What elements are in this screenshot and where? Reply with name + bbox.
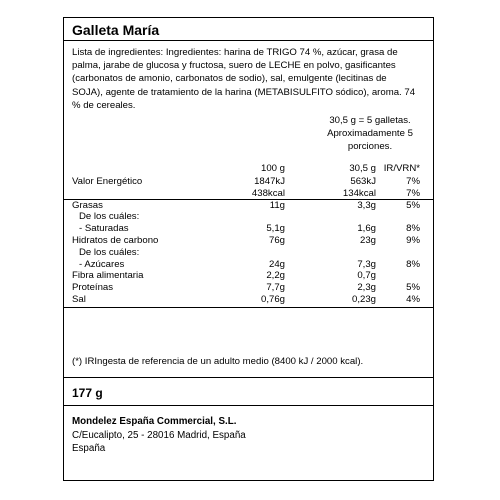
title-divider xyxy=(64,40,433,41)
header-per-100g: 100 g xyxy=(260,163,285,174)
nutrition-column-headers xyxy=(64,163,433,175)
net-weight: 177 g xyxy=(72,386,103,400)
value-per-portion: 0,23g xyxy=(351,294,376,305)
nutrient-name: De los cuáles: xyxy=(79,211,140,223)
weight-divider xyxy=(64,405,433,406)
value-per-100g: 1847kJ xyxy=(254,176,285,187)
nutrient-name: Valor Energético xyxy=(72,176,143,187)
product-title: Galleta María xyxy=(72,22,160,38)
reference-footnote: (*) IRIngesta de referencia de un adulto medio (8400 kJ / 2000 kcal). xyxy=(72,356,364,367)
ingredients-text: Lista de ingredientes: Ingredientes: harina de TRIGO 74 %, azúcar, grasa de palma, jarabe de glucosa y fructosa, suero de LECHE en polvo, gasificantes (carbonatos de amonio, carbonatos de sodio), sal, emulgente (lecitinas de SOJA), agente de tratamiento de la harina (METABISULFITO sódico), aroma. 74 % de cereales. xyxy=(72,47,416,111)
value-per-portion: 134kcal xyxy=(342,187,376,199)
value-per-portion: 23g xyxy=(359,235,376,246)
nutrition-row xyxy=(64,247,433,259)
footnote-divider xyxy=(64,377,433,378)
nutrition-row xyxy=(64,282,433,294)
nutrition-row xyxy=(64,211,433,223)
value-per-portion: 0,7g xyxy=(357,270,376,282)
nutrition-row xyxy=(64,259,433,271)
value-ir-vrn: 8% xyxy=(406,258,420,270)
nutrient-name: Hidratos de carbono xyxy=(72,235,159,246)
nutrition-label xyxy=(63,17,434,481)
value-per-portion: 3,3g xyxy=(357,199,376,211)
value-ir-vrn: 9% xyxy=(406,235,420,246)
manufacturer-address: C/Eucalipto, 25 - 28016 Madrid, España xyxy=(72,429,246,441)
value-per-portion: 563kJ xyxy=(350,176,376,187)
value-ir-vrn: 7% xyxy=(406,176,420,187)
manufacturer-country: España xyxy=(72,443,106,454)
nutrition-row xyxy=(64,200,433,212)
value-per-100g: 24g xyxy=(268,258,285,270)
value-ir-vrn: 8% xyxy=(406,223,420,235)
nutrient-name: De los cuáles: xyxy=(79,246,140,258)
nutrient-name: Fibra alimentaria xyxy=(72,270,144,282)
nutrient-name: Proteínas xyxy=(72,282,114,294)
nutrient-name: Sal xyxy=(72,294,86,305)
portion-info: 30,5 g = 5 galletas. Aproximadamente 5 porciones. xyxy=(327,115,413,152)
header-per-portion: 30,5 g xyxy=(349,163,376,174)
nutrition-row xyxy=(64,223,433,235)
value-per-portion: 2,3g xyxy=(357,282,376,294)
nutrition-row xyxy=(64,235,433,247)
nutrition-row xyxy=(64,270,433,282)
nutrient-name: - Azúcares xyxy=(79,258,125,270)
value-ir-vrn: 5% xyxy=(406,282,420,294)
value-per-100g: 76g xyxy=(268,235,285,246)
value-ir-vrn: 7% xyxy=(406,187,420,199)
nutrition-row xyxy=(64,176,433,188)
header-ir-vrn: IR/VRN* xyxy=(383,163,420,174)
value-per-portion: 7,3g xyxy=(357,258,376,270)
value-per-portion: 1,6g xyxy=(357,223,376,235)
table-bottom-divider xyxy=(64,307,433,308)
value-ir-vrn: 5% xyxy=(406,199,420,211)
value-per-100g: 7,7g xyxy=(266,282,285,294)
manufacturer-name: Mondelez España Commercial, S.L. xyxy=(72,416,237,427)
value-per-100g: 0,76g xyxy=(260,294,285,305)
value-per-100g: 5,1g xyxy=(266,223,285,235)
nutrient-name: Grasas xyxy=(72,199,103,211)
value-per-100g: 438kcal xyxy=(251,187,285,199)
row-divider xyxy=(64,199,433,200)
manufacturer-block xyxy=(72,415,246,456)
nutrient-name: - Saturadas xyxy=(79,223,129,235)
value-per-100g: 11g xyxy=(269,199,285,211)
value-per-100g: 2,2g xyxy=(266,270,285,282)
nutrition-row xyxy=(64,294,433,306)
value-ir-vrn: 4% xyxy=(406,294,420,305)
